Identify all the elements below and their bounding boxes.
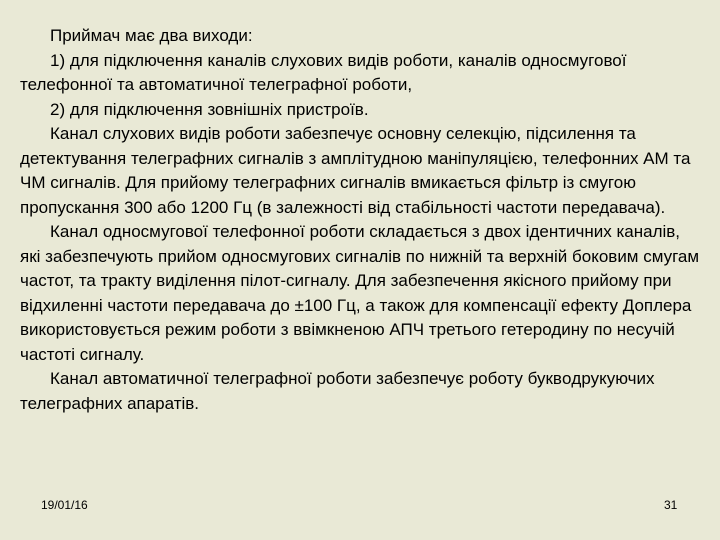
paragraph-audio-channel: Канал слухових видів роботи забезпечує основну селекцію, підсилення та детектування телеграфних сигналів з амплітудною маніпуляцією, телефонних АМ та ЧМ сигналів. Для прийому телеграфних сигналів вмикається фільтр із смугою пропускання 300 або 1200 Гц (в залежності від стабільності частоти передавача). xyxy=(20,124,691,217)
paragraph-receiver-outputs: Приймач має два виходи: xyxy=(50,26,253,45)
footer-date: 19/01/16 xyxy=(41,498,88,512)
paragraph-telegraph-channel: Канал автоматичної телеграфної роботи забезпечує роботу буквoдрукуючих телеграфних апаратів. xyxy=(20,369,655,413)
footer-page-number: 31 xyxy=(664,498,678,512)
paragraph-output-1: 1) для підключення каналів слухових видів роботи, каналів односмугової телефонної та автоматичної телеграфної роботи, xyxy=(20,50,627,94)
paragraph-output-2: 2) для підключення зовнішніх пристроїв. xyxy=(50,99,369,119)
slide-body-text xyxy=(20,24,700,416)
paragraph-ssb-channel: Канал односмугової телефонної роботи складається з двох ідентичних каналів, які забезпечують прийом односмугових сигналів по нижній та верхній боковим смугам частот, та тракту виділення пілот-сигналу. Для забезпечення якісного прийому при відхиленні частоти передавача до ±100 Гц, а також для компенсації ефекту Доплера використовується режим роботи з ввімкненою АПЧ третього гетеродину по несучій частоті сигналу. xyxy=(20,222,700,364)
